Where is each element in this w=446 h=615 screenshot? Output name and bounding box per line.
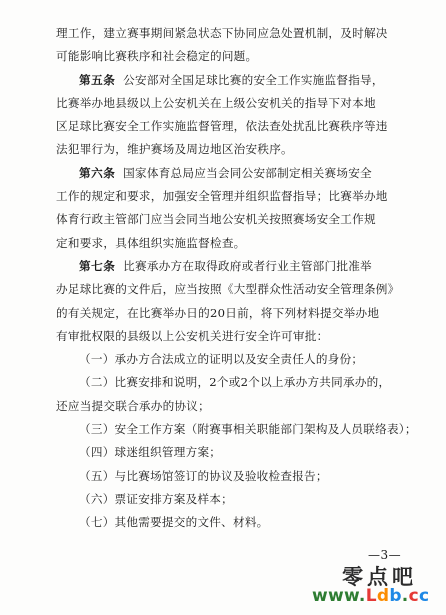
watermark-url-part: L (365, 586, 377, 606)
line-text: 公安部对全国足球比赛的安全工作实施监督指导， (123, 72, 384, 87)
line-text: 工作的规定和要求，加强安全管理并组织监督指导；比赛举办地 (56, 189, 388, 204)
paragraph-line (56, 138, 396, 161)
site-watermark (312, 561, 442, 613)
watermark-title: 零点吧 (342, 565, 417, 589)
document-body (56, 22, 417, 535)
paragraph-line (56, 302, 396, 325)
article-paragraph-line (56, 69, 396, 92)
line-text: （三）安全工作方案（附赛事相关职能部门架构及人员联络表）； (79, 422, 417, 437)
paragraph-line (56, 465, 396, 488)
paragraph-line (56, 348, 396, 371)
paragraph-line (56, 278, 400, 301)
line-text: 有审批权限的县级以上公安机关进行安全许可审批： (56, 328, 329, 343)
line-text: 比赛承办方在取得政府或者行业主管部门批准举 (123, 258, 372, 273)
line-text: 法犯罪行为，维护赛场及周边地区治安秩序。 (56, 142, 293, 157)
paragraph-line (56, 511, 396, 534)
line-text: （七）其他需要提交的文件、材料。 (79, 515, 269, 530)
paragraph-line (56, 395, 396, 418)
line-text: 定和要求，具体组织实施监督检查。 (56, 235, 246, 250)
article-heading: 第六条 (79, 165, 116, 180)
paragraph-line (56, 441, 396, 464)
watermark-url (312, 586, 429, 606)
line-text: 体育行政主管部门应当会同当地公安机关按照赛场安全工作规 (56, 212, 376, 227)
article-paragraph-line (56, 162, 396, 185)
paragraph-line (56, 185, 396, 208)
paragraph-line (56, 232, 396, 255)
line-text: 还应当提交联合承办的协议； (56, 398, 210, 413)
paragraph-line (56, 22, 396, 45)
paragraph-line (56, 45, 396, 68)
line-text: 办足球比赛的文件后，应当按照《大型群众性活动安全管理条例》 (56, 282, 400, 297)
article-heading: 第五条 (79, 72, 116, 87)
page-number: —3— (368, 548, 402, 562)
line-text: （六）票证安排方案及样本； (79, 491, 233, 506)
paragraph-line (56, 371, 396, 394)
watermark-url-part: c (408, 586, 419, 606)
watermark-url-part: c (418, 586, 430, 606)
line-text: 比赛举办地县级以上公安机关在上级公安机关的指导下对本地 (56, 95, 376, 110)
line-text: （四）球迷组织管理方案； (79, 445, 222, 460)
watermark-url-part: d (376, 586, 390, 606)
line-text: 国家体育总局应当会同公安部制定相关赛场安全 (123, 165, 372, 180)
line-text: （五）与比赛场馆签订的协议及验收检查报告； (79, 468, 328, 483)
paragraph-line (56, 92, 396, 115)
line-text: （二）比赛安排和说明，2个或2个以上承办方共同承办的， (79, 375, 391, 390)
paragraph-line (56, 208, 396, 231)
paragraph-line (56, 115, 396, 138)
watermark-url-part: . (401, 586, 409, 606)
article-heading: 第七条 (79, 258, 116, 273)
line-text: 理工作，建立赛事期间紧急状态下协同应急处置机制，及时解决 (56, 26, 388, 40)
article-paragraph-line (56, 255, 396, 278)
paragraph-line (56, 488, 396, 511)
watermark-url-part: www. (312, 586, 366, 606)
paragraph-line (56, 325, 396, 348)
line-text: 的有关规定，在比赛举办日的20日前，将下列材料提交举办地 (56, 305, 380, 320)
paragraph-line (56, 418, 417, 441)
line-text: 区足球比赛安全工作实施监督管理，依法查处扰乱比赛秩序等违 (56, 119, 388, 134)
line-text: 可能影响比赛秩序和社会稳定的问题。 (56, 49, 258, 64)
watermark-url-part: b (389, 586, 402, 606)
line-text: （一）承办方合法成立的证明以及安全责任人的身份； (79, 352, 364, 367)
